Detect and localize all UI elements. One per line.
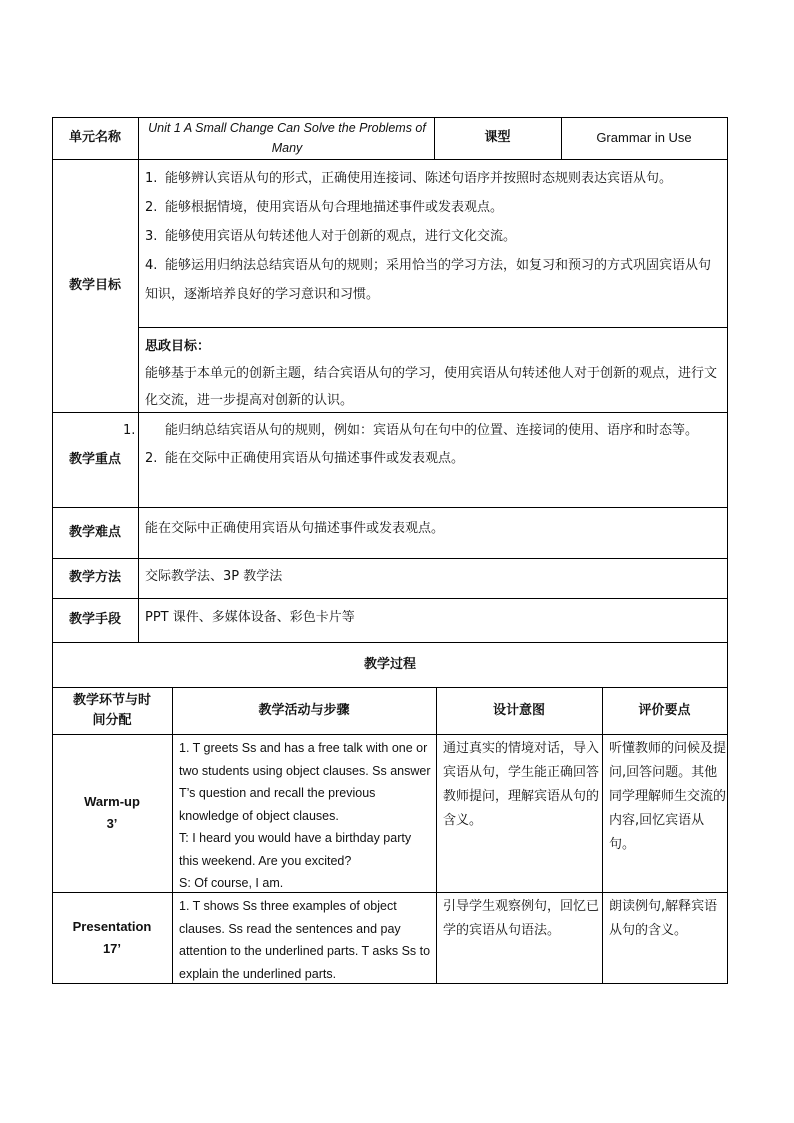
col-stage-header: 教学环节与时间分配 [72, 692, 151, 728]
evaluation-warmup: 听懂教师的问候及提问,回答问题。其他同学理解师生交流的内容,回忆宾语从句。 [609, 741, 727, 852]
col-intent-header: 设计意图 [492, 702, 545, 718]
ideology-text: 能够基于本单元的创新主题，结合宾语从句的学习，使用宾语从句转述他人对于创新的观点，进行文化交流，进一步提高对创新的认识。 [145, 366, 718, 408]
stage-name: Presentation [72, 918, 152, 934]
process-title: 教学过程 [363, 656, 416, 672]
difficulty-text: 能在交际中正确使用宾语从句描述事件或发表观点。 [145, 521, 445, 536]
stage-name: Warm-up [84, 794, 140, 809]
stage-presentation [52, 892, 172, 983]
activity-warmup [179, 737, 433, 891]
unit-label: 单元名称 [68, 130, 121, 145]
stage-time: 17’ [102, 940, 122, 956]
intent-warmup: 通过真实的情境对话，导入宾语从句，学生能正确回答教师提问，理解宾语从句的含义。 [443, 741, 600, 828]
key-points-list [123, 417, 725, 505]
col-activity-header: 教学活动与步骤 [258, 702, 350, 718]
ideology-goal [145, 333, 723, 411]
objective-item: 4. 能够运用归纳法总结宾语从句的规则；采用恰当的学习方法，如复习和预习的方式巩固宾语从句知识，逐渐培养良好的学习意识和习惯。 [145, 258, 712, 302]
method-text: 交际教学法、3P 教学法 [145, 569, 283, 584]
unit-title: Unit 1 A Small Change Can Solve the Problems of Many [148, 121, 426, 155]
objective-item: 3. 能够使用宾语从句转述他人对于创新的观点，进行文化交流。 [145, 229, 517, 244]
objectives-list [145, 164, 723, 324]
col-evaluation-header: 评价要点 [638, 702, 691, 718]
means-label: 教学手段 [68, 612, 121, 627]
stage-time: 3’ [106, 816, 118, 831]
means-text: PPT 课件、多媒体设备、彩色卡片等 [145, 610, 355, 625]
key-point-item: 1. 能归纳总结宾语从句的规则，例如：宾语从句在句中的位置、连接词的使用、语序和时态等。 [123, 423, 699, 438]
method-label: 教学方法 [68, 570, 121, 585]
objective-item: 1. 能够辨认宾语从句的形式，正确使用连接词、陈述句语序并按照时态规则表达宾语从句。 [145, 171, 673, 186]
objectives-label: 教学目标 [68, 277, 121, 293]
type-value: Grammar in Use [596, 130, 692, 145]
type-label: 课型 [484, 130, 511, 145]
intent-presentation: 引导学生观察例句，回忆已学的宾语从句语法。 [443, 899, 600, 938]
difficulty-label: 教学难点 [68, 524, 121, 540]
dialog-teacher: T: I heard you would have a birthday party this weekend. Are you excited? [179, 831, 412, 868]
ideology-title: 思政目标： [145, 339, 211, 354]
dialog-student: S: Of course, I am. [179, 876, 284, 890]
activity-presentation: 1. T shows Ss three examples of object clauses. Ss read the sentences and pay attention to the underlined parts. T asks Ss to explain the underlined parts. [179, 899, 431, 981]
key-points-label: 教学重点 [68, 451, 121, 467]
objective-item: 2. 能够根据情境，使用宾语从句合理地描述事件或发表观点。 [145, 200, 504, 215]
stage-warmup [52, 734, 172, 892]
activity-text: 1. T greets Ss and has a free talk with one or two students using object clauses. Ss answer T’s question and recall the previous knowledge of object clauses. [179, 741, 431, 823]
key-point-item: 2. 能在交际中正确使用宾语从句描述事件或发表观点。 [145, 451, 465, 466]
evaluation-presentation: 朗读例句,解释宾语从句的含义。 [609, 899, 718, 938]
